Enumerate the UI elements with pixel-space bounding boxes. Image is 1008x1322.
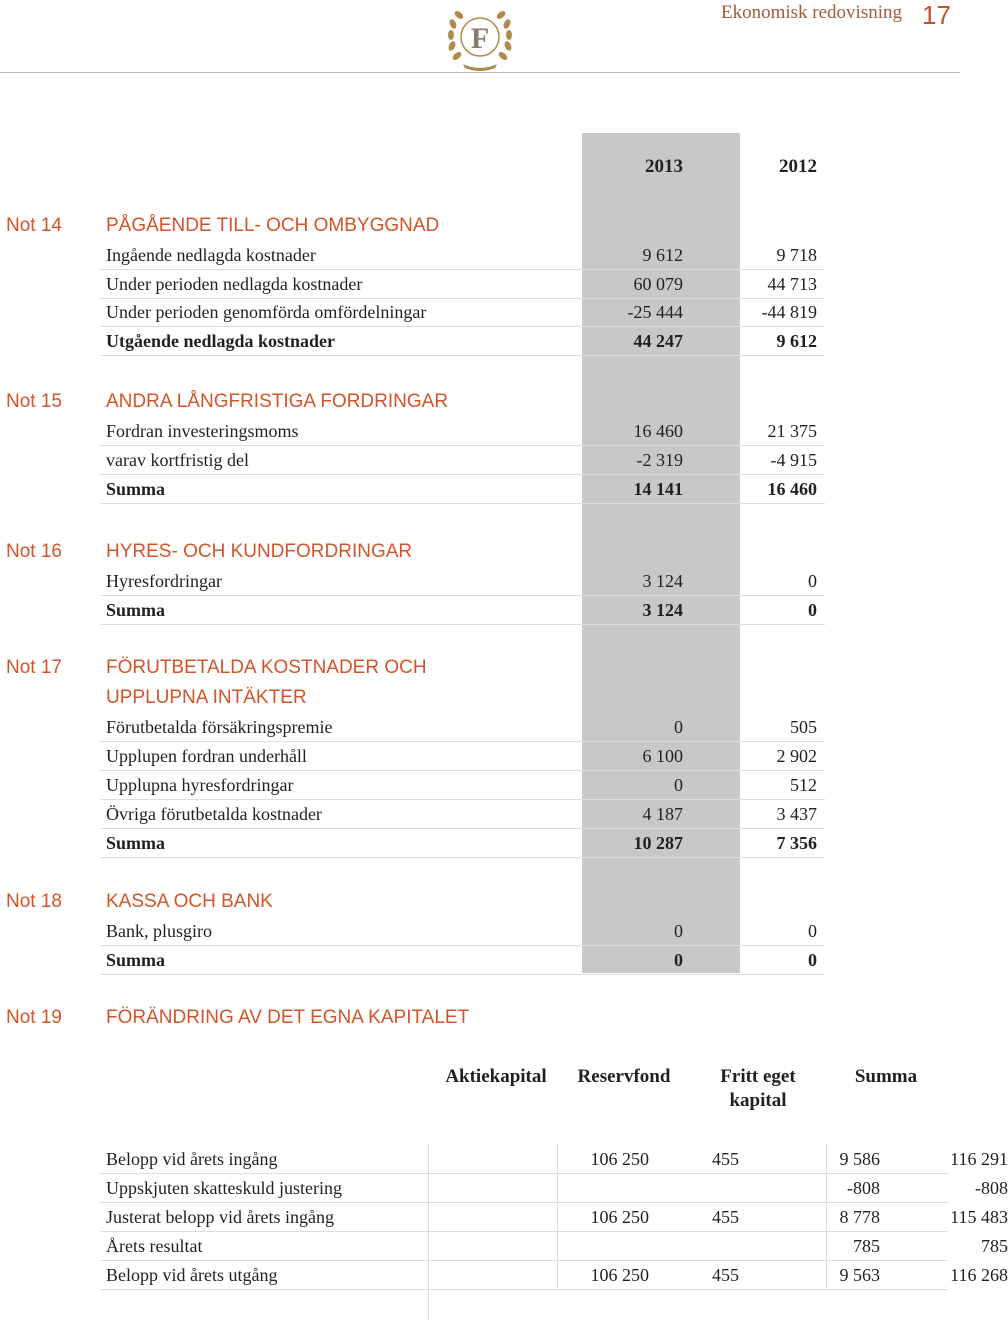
value-2012: -4 915 (770, 450, 817, 470)
year-header-2013: 2013 (645, 156, 683, 177)
value-2013: -25 444 (627, 302, 683, 322)
row-label: Summa (106, 600, 166, 620)
equity-col-fritt-eget-line2: kapital (729, 1090, 787, 1111)
row-label: varav kortfristig del (106, 450, 249, 470)
aktiekapital-value: 106 250 (590, 1149, 649, 1169)
page-number: 17 (922, 0, 951, 30)
value-2013: 10 287 (633, 833, 683, 853)
aktiekapital-value: 106 250 (590, 1265, 649, 1285)
value-2012: 9 718 (776, 245, 817, 265)
value-2013: 0 (674, 775, 683, 795)
reservfond-value: 455 (712, 1207, 739, 1227)
value-2012: 7 356 (776, 833, 817, 853)
table-row (100, 417, 825, 446)
equity-col-summa: Summa (854, 1066, 918, 1087)
summa-value: 116 291 (950, 1149, 1008, 1169)
value-2012: 3 437 (776, 804, 817, 824)
equity-col-reservfond: Reservfond (577, 1066, 671, 1087)
row-label: Hyresfordringar (106, 571, 222, 591)
row-label: Summa (106, 950, 166, 970)
aktiekapital-value: 106 250 (590, 1207, 649, 1227)
summa-value: -808 (975, 1178, 1008, 1198)
value-2013: 0 (674, 921, 683, 941)
note-heading: HYRES- OCH KUNDFORDRINGAR (106, 541, 413, 562)
equity-row (100, 1261, 1008, 1290)
table-row (100, 713, 825, 742)
fritt-eget-kapital-value: 8 778 (839, 1207, 880, 1227)
value-2012: 44 713 (767, 274, 817, 294)
equity-col-aktiekapital: Aktiekapital (445, 1066, 547, 1087)
row-label: Summa (106, 479, 166, 499)
value-2013: 44 247 (633, 331, 683, 351)
note-heading: FÖRÄNDRING AV DET EGNA KAPITALET (106, 1007, 470, 1028)
laurel-logo (443, 4, 517, 72)
row-label: Belopp vid årets ingång (106, 1149, 278, 1169)
value-2012: 0 (808, 950, 817, 970)
value-2013: 60 079 (633, 274, 683, 294)
value-2012: 0 (808, 921, 817, 941)
reservfond-value: 455 (712, 1149, 739, 1169)
equity-row (100, 1174, 1008, 1203)
value-2013: 4 187 (642, 804, 683, 824)
note-label: Not 14 (6, 215, 62, 236)
table-row (100, 270, 825, 299)
row-label: Justerat belopp vid årets ingång (106, 1207, 334, 1227)
value-2012: 505 (790, 717, 817, 737)
row-label: Belopp vid årets utgång (106, 1265, 278, 1285)
value-2013: 16 460 (633, 421, 683, 441)
summa-value: 115 483 (950, 1207, 1008, 1227)
row-label: Årets resultat (106, 1236, 203, 1256)
value-2013: 9 612 (642, 245, 683, 265)
note-label: Not 19 (6, 1007, 62, 1028)
row-label: Fordran investeringsmoms (106, 421, 299, 441)
total-row (100, 829, 825, 858)
note-label: Not 17 (6, 657, 62, 678)
fritt-eget-kapital-value: -808 (847, 1178, 880, 1198)
row-label: Under perioden genomförda omfördelningar (106, 302, 427, 322)
fritt-eget-kapital-value: 9 586 (839, 1149, 880, 1169)
fritt-eget-kapital-value: 9 563 (839, 1265, 880, 1285)
year-header-2012: 2012 (779, 156, 817, 177)
table-row (100, 567, 825, 596)
row-label: Uppskjuten skatteskuld justering (106, 1178, 342, 1198)
value-2012: 21 375 (767, 421, 817, 441)
value-2013: 3 124 (642, 600, 683, 620)
equity-row (100, 1145, 1008, 1174)
total-row (100, 327, 825, 356)
row-label: Övriga förutbetalda kostnader (106, 804, 322, 824)
note-label: Not 16 (6, 541, 62, 562)
equity-row (100, 1232, 1008, 1261)
table-row (100, 742, 825, 771)
row-label: Bank, plusgiro (106, 921, 212, 941)
note-label: Not 18 (6, 891, 62, 912)
note-heading: KASSA OCH BANK (106, 891, 273, 912)
equity-row (100, 1203, 1008, 1232)
value-2012: 512 (790, 775, 817, 795)
row-label: Upplupna hyresfordringar (106, 775, 294, 795)
table-row (100, 298, 825, 327)
table-row (100, 446, 825, 475)
row-label: Ingående nedlagda kostnader (106, 245, 316, 265)
value-2013: 0 (674, 717, 683, 737)
summa-value: 785 (981, 1236, 1008, 1256)
value-2013: 0 (674, 950, 683, 970)
header-divider (0, 72, 960, 73)
value-2012: 9 612 (776, 331, 817, 351)
row-label: Utgående nedlagda kostnader (106, 331, 336, 351)
value-2013: 6 100 (642, 746, 683, 766)
row-label: Under perioden nedlagda kostnader (106, 274, 363, 294)
value-2012: 0 (808, 571, 817, 591)
value-2013: 14 141 (633, 479, 683, 499)
note-label: Not 15 (6, 391, 62, 412)
total-row (100, 596, 825, 625)
table-row (100, 771, 825, 800)
table-row (100, 800, 825, 829)
total-row (100, 946, 825, 975)
note-heading-line2: UPPLUPNA INTÄKTER (106, 687, 307, 708)
value-2012: 2 902 (776, 746, 817, 766)
table-row (100, 241, 825, 270)
value-2012: 16 460 (767, 479, 817, 499)
row-label: Förutbetalda försäkringspremie (106, 717, 333, 737)
equity-col-fritt-eget: Fritt eget (720, 1066, 796, 1087)
fritt-eget-kapital-value: 785 (853, 1236, 880, 1256)
value-2012: 0 (808, 600, 817, 620)
value-2012: -44 819 (761, 302, 817, 322)
reservfond-value: 455 (712, 1265, 739, 1285)
note-heading: PÅGÅENDE TILL- OCH OMBYGGNAD (106, 215, 440, 236)
row-label: Summa (106, 833, 166, 853)
total-row (100, 475, 825, 504)
header-title: Ekonomisk redovisning (720, 2, 902, 23)
table-row (100, 917, 825, 946)
value-2013: 3 124 (642, 571, 683, 591)
note-heading: ANDRA LÅNGFRISTIGA FORDRINGAR (106, 391, 449, 412)
summa-value: 116 268 (950, 1265, 1008, 1285)
row-label: Upplupen fordran underhåll (106, 746, 307, 766)
value-2013: -2 319 (636, 450, 683, 470)
svg-text:F: F (470, 22, 490, 55)
note-heading: FÖRUTBETALDA KOSTNADER OCH (106, 657, 427, 678)
